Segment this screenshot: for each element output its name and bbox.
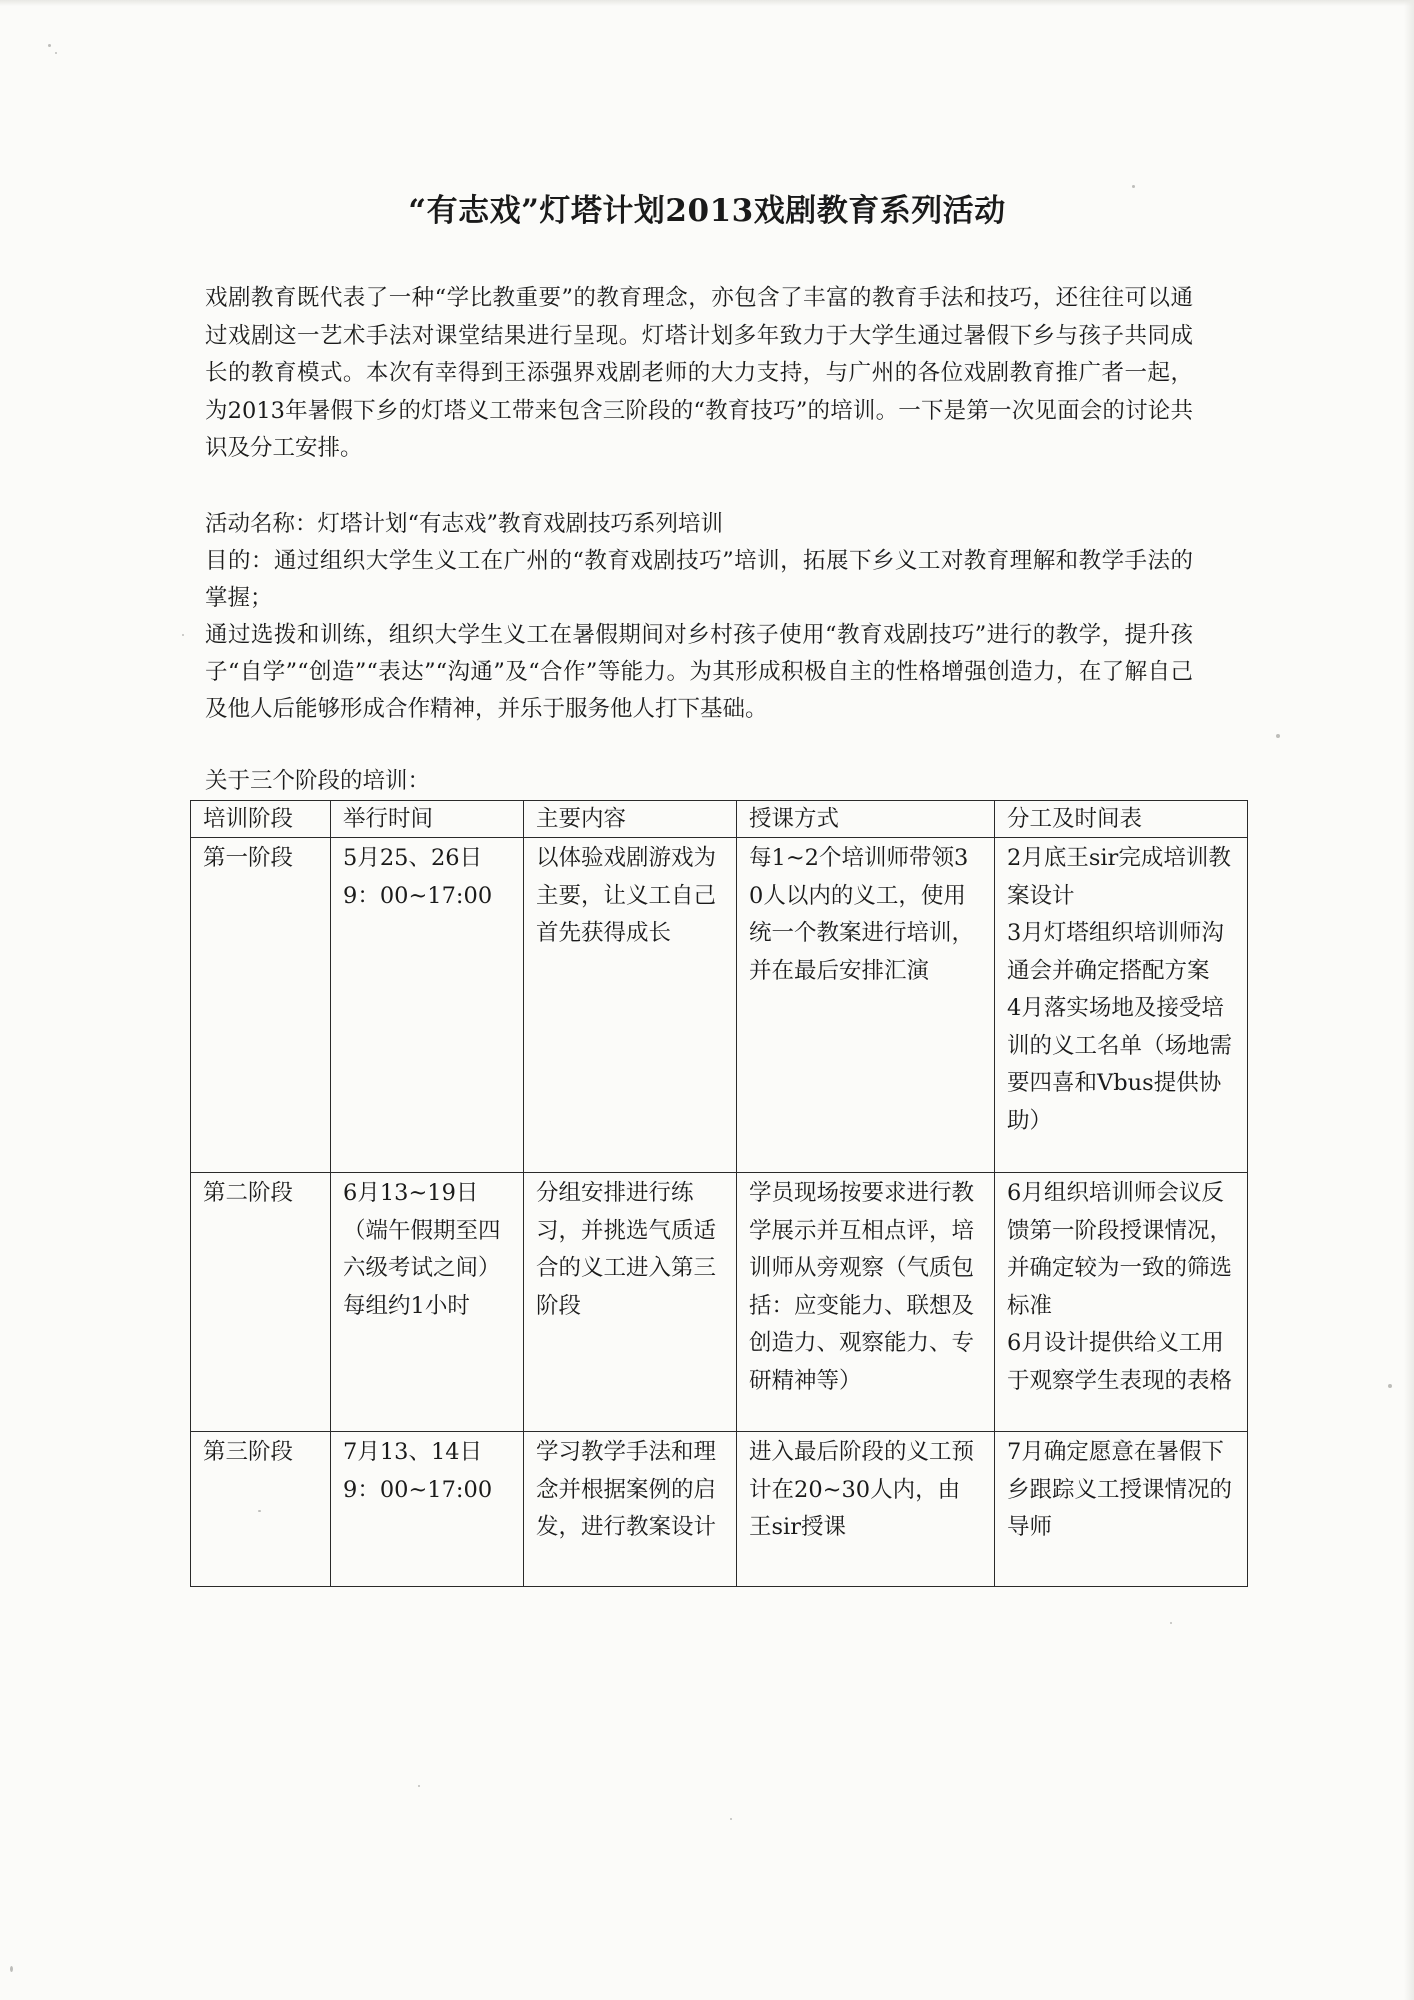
scan-speck — [418, 1785, 420, 1787]
schedule-cell — [995, 838, 1248, 1173]
content-cell: 以体验戏剧游戏为主要，让义工自己首先获得成长 — [524, 838, 737, 1173]
time-line: 每组约1小时 — [343, 1292, 470, 1319]
time-line: 9：00~17:00 — [343, 882, 493, 909]
method-cell: 每1~2个培训师带领30人以内的义工，使用统一个教案进行培训，并在最后安排汇演 — [737, 838, 995, 1173]
time-cell — [331, 1432, 524, 1587]
table-header-row — [191, 801, 1248, 838]
time-line: 7月13、14日 — [343, 1439, 483, 1465]
method-cell: 学员现场按要求进行教学展示并互相点评，培训师从旁观察（气质包括：应变能力、联想及创造力、观察能力、专研精神等） — [737, 1173, 995, 1432]
content-cell: 学习教学手法和理念并根据案例的启发，进行教案设计 — [524, 1432, 737, 1587]
purpose-paragraph: 通过选拨和训练，组织大学生义工在暑假期间对乡村孩子使用“教育戏剧技巧”进行的教学，提升孩子“自学”“创造”“表达”“沟通”及“合作”等能力。为其形成积极自主的性格增强创造力，在了解自己及他人后能够形成合作精神，并乐于服务他人打下基础。 — [205, 622, 1193, 722]
scan-speck — [55, 52, 57, 54]
scan-speck — [1388, 1384, 1392, 1388]
time-line: 6月13~19日（端午假期至四六级考试之间） — [343, 1180, 501, 1281]
schedule-line: 4月落实场地及接受培训的义工名单（场地需要四喜和Vbus提供协助） — [1007, 995, 1233, 1134]
schedule-line: 6月设计提供给义工用于观察学生表现的表格 — [1007, 1330, 1233, 1394]
column-header: 分工及时间表 — [995, 801, 1248, 838]
column-header: 授课方式 — [737, 801, 995, 838]
time-line: 9：00~17:00 — [343, 1476, 493, 1503]
schedule-line: 3月灯塔组织培训师沟通会并确定搭配方案 — [1007, 920, 1224, 984]
schedule-line: 7月确定愿意在暑假下乡跟踪义工授课情况的导师 — [1007, 1439, 1233, 1540]
schedule-line: 2月底王sir完成培训教案设计 — [1007, 845, 1231, 909]
scan-speck — [730, 1818, 732, 1820]
purpose-section — [205, 543, 1193, 728]
purpose-paragraph: 目的：通过组织大学生义工在广州的“教育戏剧技巧”培训，拓展下乡义工对教育理解和教学手法的掌握； — [205, 548, 1193, 611]
stage-cell: 第二阶段 — [191, 1173, 331, 1432]
scan-speck — [1170, 1622, 1172, 1624]
training-stages-table — [190, 800, 1248, 1587]
column-header: 主要内容 — [524, 801, 737, 838]
schedule-cell — [995, 1432, 1248, 1587]
method-cell: 进入最后阶段的义工预计在20~30人内，由王sir授课 — [737, 1432, 995, 1587]
scan-speck — [48, 44, 51, 47]
table-row — [191, 1432, 1248, 1587]
document-title: “有志戏”灯塔计划2013戏剧教育系列活动 — [408, 193, 1006, 229]
schedule-line: 6月组织培训师会议反馈第一阶段授课情况，并确定较为一致的筛选标准 — [1007, 1180, 1233, 1319]
content-cell: 分组安排进行练习，并挑选气质适合的义工进入第三阶段 — [524, 1173, 737, 1432]
schedule-cell — [995, 1173, 1248, 1432]
table-row — [191, 838, 1248, 1173]
scan-speck — [182, 634, 184, 636]
intro-paragraph: 戏剧教育既代表了一种“学比教重要”的教育理念，亦包含了丰富的教育手法和技巧，还往往可以通过戏剧这一艺术手法对课堂结果进行呈现。灯塔计划多年致力于大学生通过暑假下乡与孩子共同成长的教育模式。本次有幸得到王添强界戏剧老师的大力支持，与广州的各位戏剧教育推广者一起，为2013年暑假下乡的灯塔义工带来包含三阶段的“教育技巧”的培训。一下是第一次见面会的讨论共识及分工安排。 — [205, 285, 1193, 461]
scan-edge — [1404, 0, 1414, 2000]
scan-speck — [1276, 734, 1280, 738]
time-line: 5月25、26日 — [343, 845, 483, 871]
column-header: 培训阶段 — [191, 801, 331, 838]
time-cell — [331, 1173, 524, 1432]
stage-cell: 第三阶段 — [191, 1432, 331, 1587]
scan-edge — [0, 0, 1414, 6]
column-header: 举行时间 — [331, 801, 524, 838]
time-cell — [331, 838, 524, 1173]
activity-name: 活动名称：灯塔计划“有志戏”教育戏剧技巧系列培训 — [205, 511, 724, 537]
table-row — [191, 1173, 1248, 1432]
stage-cell: 第一阶段 — [191, 838, 331, 1173]
table-caption: 关于三个阶段的培训： — [205, 768, 431, 794]
scan-speck — [10, 1966, 13, 1972]
